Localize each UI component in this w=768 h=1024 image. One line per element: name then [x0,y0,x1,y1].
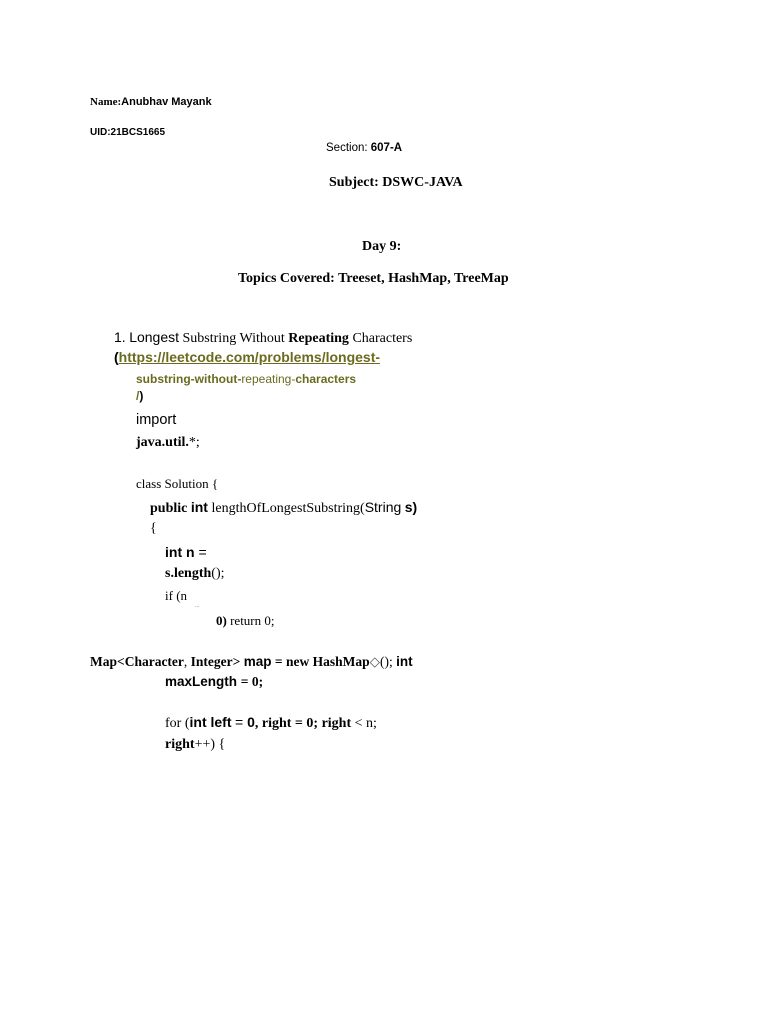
name-value: Anubhav Mayank [121,96,212,108]
map-integer: Integer> [190,654,241,669]
topics-heading: Topics Covered: Treeset, HashMap, TreeMap [238,271,509,286]
name-label: Name: [90,96,122,108]
code-open-brace: { [150,521,157,536]
map-type: Map<Character [90,654,184,669]
code-class-decl: class Solution { [136,476,219,491]
method-name: lengthOfLongestSubstring( [211,501,365,516]
problem-title-longest: Longest [129,329,180,345]
method-param-type: String [364,499,402,515]
code-int-decl [165,545,207,559]
if-return: return [230,613,262,628]
problem-title-substring: Substring Without [182,331,285,346]
code-length-call [165,567,225,581]
for-incr: right [165,737,195,752]
maxlength-tail: = 0; [240,674,264,689]
code-method-signature [150,500,417,516]
uid-line: UID:21BCS1665 [90,127,166,138]
if-end: 0) [216,613,227,628]
length-call: s.length [165,566,212,581]
for-keyword: for ( [165,716,190,731]
map-int: int [396,654,413,669]
close-paren: ) [139,389,144,403]
for-int: int left [189,714,232,730]
for-cond: < n; [354,716,377,731]
problem-number: 1. [114,329,126,345]
section-line [326,143,402,155]
for-eq: = [235,714,248,730]
section-label: Section: [326,142,368,154]
problem-link-line2[interactable] [136,373,356,385]
section-value: 607-A [370,142,403,154]
problem-link-line3 [136,390,143,402]
subject-heading: Subject: DSWC-JAVA [329,175,463,190]
link-part-a: substring-without- [136,372,242,386]
import-tail: *; [188,435,200,450]
code-map-decl [90,655,413,669]
code-for-loop [165,715,377,731]
problem-title-repeating: Repeating [288,331,349,346]
code-if-start: if (n [165,588,188,603]
problem-title-characters: Characters [352,331,413,346]
map-var: map [243,654,272,669]
method-modifier: public [150,501,188,516]
link-part-b: repeating- [241,372,296,386]
for-right: , right = 0; right [254,716,352,731]
problem-title [114,330,412,346]
for-tail: ++) { [194,737,226,752]
int-eq: = [198,544,207,560]
map-comma: , [183,654,191,669]
diamond-icon: ◇ [369,654,380,669]
link-slash[interactable]: / [136,389,140,403]
open-paren: ( [114,349,119,365]
code-if-return [216,614,275,627]
maxlength-var: maxLength [165,674,238,689]
code-if-mark: ... [195,603,200,609]
int-decl: int n [165,544,195,560]
import-pkg: java.util. [136,435,189,450]
day-heading: Day 9: [362,239,402,254]
map-new: = new HashMap [274,654,370,669]
for-zero: 0 [247,714,255,730]
problem-link-line1 [114,350,380,364]
code-import-package [136,436,200,450]
problem-link[interactable]: https://leetcode.com/problems/longest- [118,349,381,365]
length-tail: (); [211,566,225,581]
method-param: s) [404,499,418,515]
code-import-keyword: import [136,412,177,428]
code-for-increment [165,738,225,752]
method-return-type: int [190,499,208,515]
name-line [90,97,212,108]
link-part-c: characters [295,372,357,386]
if-zero: 0; [264,613,275,628]
map-tail: (); [379,654,397,669]
code-maxlength [165,675,263,689]
